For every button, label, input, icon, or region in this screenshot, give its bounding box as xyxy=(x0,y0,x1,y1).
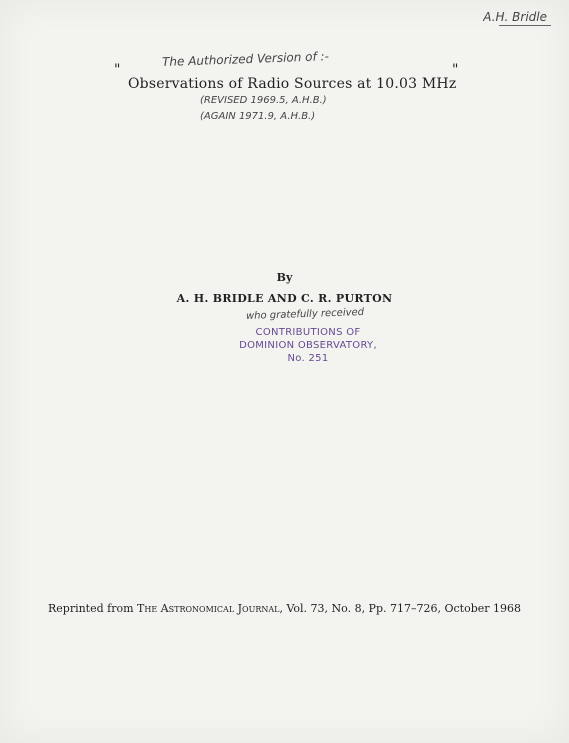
observatory-stamp xyxy=(238,326,378,365)
corner-signature: A.H. Bridle xyxy=(483,10,547,24)
closing-quote: " xyxy=(452,62,459,78)
authors-line: A. H. BRIDLE AND C. R. PURTON xyxy=(176,292,393,305)
reprint-details: , Vol. 73, No. 8, Pp. 717–726, October 1968 xyxy=(279,602,522,615)
handwritten-header: The Authorized Version of :- xyxy=(161,49,330,70)
opening-quote: " xyxy=(114,62,121,78)
stamp-line-1: CONTRIBUTIONS OF xyxy=(255,327,361,338)
revision-note-2: (AGAIN 1971.9, A.H.B.) xyxy=(200,111,316,122)
revision-note-1: (REVISED 1969.5, A.H.B.) xyxy=(200,95,327,106)
reprint-prefix: Reprinted from xyxy=(47,602,134,615)
handwritten-note: who gratefully received xyxy=(245,306,365,323)
stamp-line-3: No. 251 xyxy=(287,353,329,364)
by-line: By xyxy=(276,271,293,284)
reprint-line xyxy=(0,602,569,616)
stamp-line-2: DOMINION OBSERVATORY, xyxy=(239,340,377,351)
document-title: Observations of Radio Sources at 10.03 MHz xyxy=(128,76,457,92)
signature-underline xyxy=(499,25,551,26)
journal-name: The Astronomical Journal xyxy=(137,602,280,615)
